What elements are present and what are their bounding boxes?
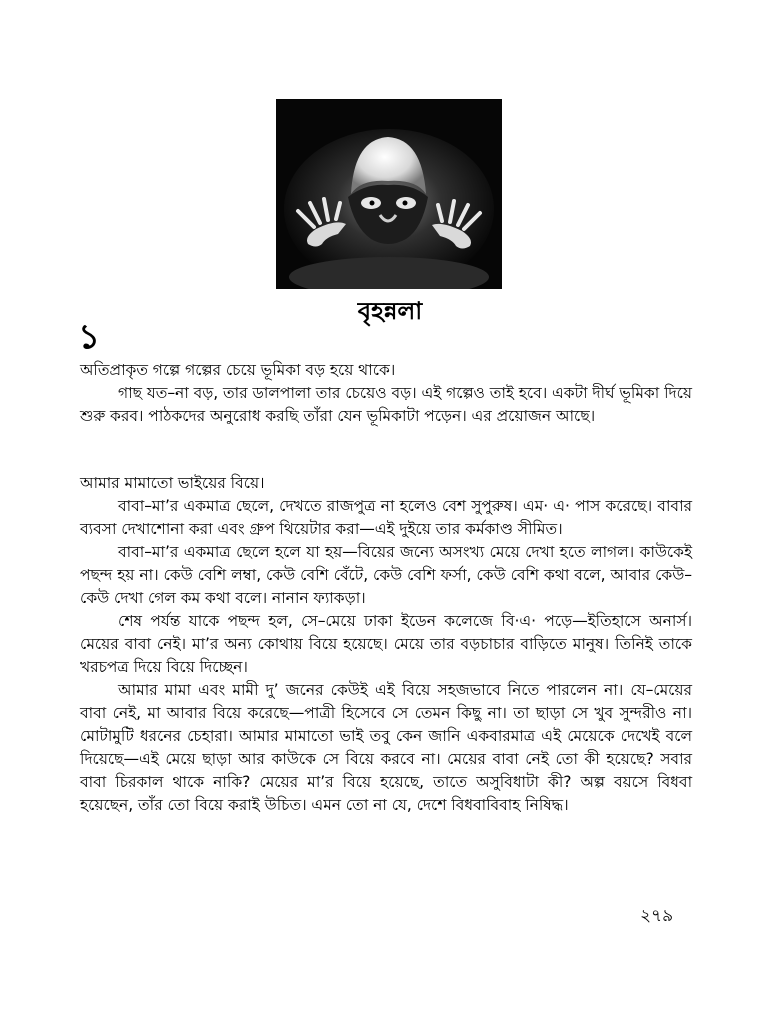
paragraph: আমার মামা এবং মামী দু’ জনের কেউই এই বিয়ে সহজভাবে নিতে পারলেন না। যে–মেয়ের বাবা নেই, মা আবার বিয়ে করেছে—পাত্রী হিসেবে সে তেমন কিছু না। তা ছাড়া সে খুব সুন্দরীও না। মোটামুটি ধরনের চেহারা। আমার মামাতো ভাই তবু কেন জানি একবারমাত্র এই মেয়েকে দেখেই বলে দিয়েছে—এই মেয়ে ছাড়া আর কাউকে সে বিয়ে করবে না। মেয়ের বাবা নেই তো কী হয়েছে? সবার বাবা চিরকাল থাকে নাকি? মেয়ের মা’র বিয়ে হয়েছে, তাতে অসুবিধাটা কী? অল্প বয়সে বিধবা হয়েছেন, তাঁর তো বিয়ে করাই উচিত। এমন তো না যে, দেশে বিধবাবিবাহ নিষিদ্ধ।	[80, 681, 692, 814]
body-text-block-2	[80, 472, 692, 817]
paragraph: বাবা–মা’র একমাত্র ছেলে হলে যা হয়—বিয়ের জন্যে অসংখ্য মেয়ে দেখা হতে লাগল। কাউকেই পছন্দ হয় না। কেউ বেশি লম্বা, কেউ বেশি বেঁটে, কেউ বেশি ফর্সা, কেউ বেশি কথা বলে, আবার কেউ–কেউ দেখা গেল কম কথা বলে। নানান ফ্যাকড়া।	[80, 543, 692, 607]
chapter-number: ১	[78, 317, 101, 357]
paragraph: অতিপ্রাকৃত গল্পে গল্পের চেয়ে ভূমিকা বড় হয়ে থাকে।	[80, 361, 396, 379]
paragraph: গাছ যত–না বড়, তার ডালপালা তার চেয়েও বড়। এই গল্পেও তাই হবে। একটা দীর্ঘ ভূমিকা দিয়ে শুরু করব। পাঠকদের অনুরোধ করছি তাঁরা যেন ভূমিকাটা পড়েন। এর প্রয়োজন আছে।	[80, 384, 692, 425]
paragraph: বাবা–মা’র একমাত্র ছেলে, দেখতে রাজপুত্র না হলেও বেশ সুপুরুষ। এম· এ· পাস করেছে। বাবার ব্যবসা দেখাশোনা করা এবং গ্রুপ থিয়েটার করা—এই দুইয়ে তার কর্মকাণ্ড সীমিত।	[80, 497, 692, 538]
paragraph: শেষ পর্যন্ত যাকে পছন্দ হল, সে–মেয়ে ঢাকা ইডেন কলেজে বি·এ· পড়ে—ইতিহাসে অনার্স। মেয়ের বাবা নেই। মা’র অন্য কোথায় বিয়ে হয়েছে। মেয়ে তার বড়চাচার বাড়িতে মানুষ। তিনিই তাকে খরচপত্র দিয়ে বিয়ে দিচ্ছেন।	[80, 612, 692, 676]
page-number: ২৭৯	[640, 906, 674, 926]
paragraph: আমার মামাতো ভাইয়ের বিয়ে।	[80, 474, 265, 492]
ghost-illustration	[276, 99, 502, 289]
story-title: বৃহন্নলা	[357, 297, 423, 325]
body-text-block-1	[80, 359, 692, 428]
